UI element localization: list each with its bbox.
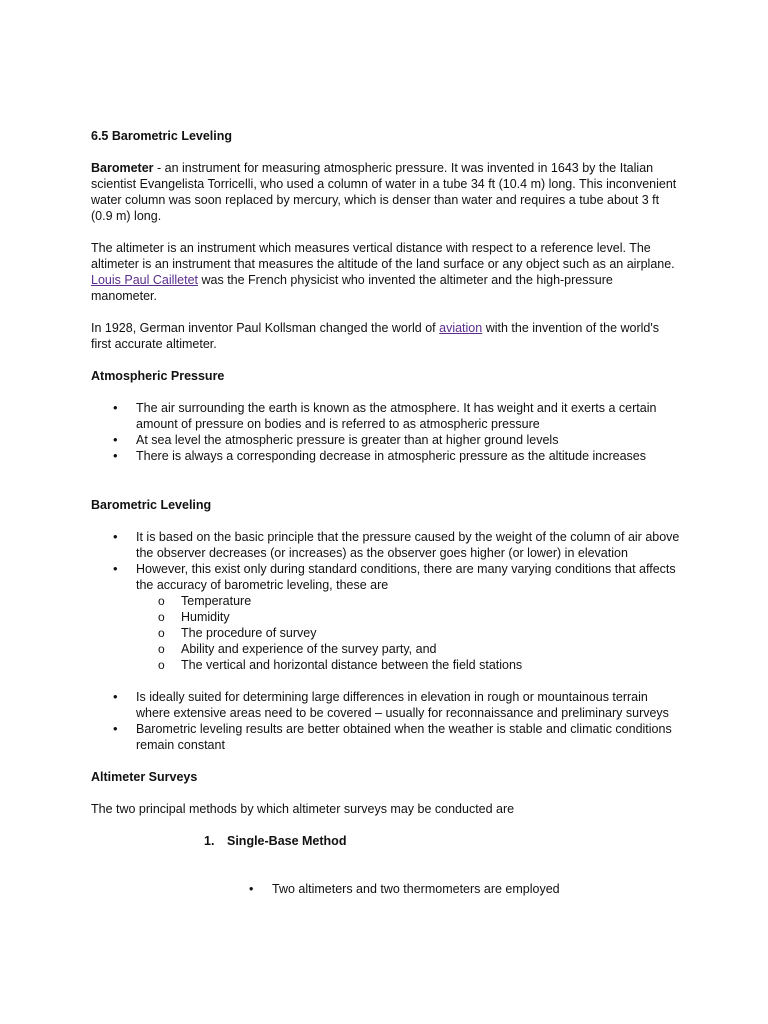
- list-item: • The air surrounding the earth is known as the atmosphere. It has weight and it exerts a certain amount of pressure on bodies and is referred to as atmospheric pressure: [91, 400, 681, 432]
- method-item: [182, 833, 768, 849]
- kollsman-text-2: with the invention of the world's first accurate altimeter.: [91, 321, 660, 351]
- condition-item: o The procedure of survey: [91, 625, 681, 641]
- condition-item: o The vertical and horizontal distance between the field stations: [91, 657, 681, 673]
- aviation-link[interactable]: aviation: [439, 321, 483, 335]
- barometer-term: Barometer: [91, 161, 154, 175]
- atmospheric-list: [91, 400, 681, 464]
- list-item: • Barometric leveling results are better obtained when the weather is stable and climatic conditions remain constant: [91, 721, 681, 753]
- list-item: • Is ideally suited for determining large differences in elevation in rough or mountainous terrain where extensive areas need to be covered – usually for reconnaissance and preliminary surveys: [91, 689, 681, 721]
- barometric-heading: Barometric Leveling: [91, 498, 212, 512]
- condition-item: o Temperature: [91, 593, 681, 609]
- barometric-list-container: [91, 529, 681, 673]
- atmospheric-heading: Atmospheric Pressure: [91, 369, 225, 383]
- method-title: Single-Base Method: [227, 834, 347, 848]
- list-item: • It is based on the basic principle that the pressure caused by the weight of the column of air above the observer decreases (or increases) as the observer goes higher (or lower) in elevation: [91, 529, 681, 561]
- kollsman-text-1: In 1928, German inventor Paul Kollsman changed the world of: [91, 321, 440, 335]
- barometer-text: - an instrument for measuring atmospheric pressure. It was invented in 1643 by the Italian scientist Evangelista Torricelli, who used a column of water in a tube 34 ft (10.4 m) long. This inconvenient water column was soon replaced by mercury, which is denser than water and requires a tube about 3 ft (0.9 m) long.: [91, 161, 677, 223]
- barometric-list-a: [91, 529, 681, 673]
- section-title: 6.5 Barometric Leveling: [91, 129, 233, 143]
- barometer-paragraph: [91, 160, 681, 224]
- conditions-list: [91, 593, 681, 673]
- list-item: [91, 561, 681, 673]
- kollsman-paragraph: [91, 320, 681, 352]
- list-item: • There is always a corresponding decrease in atmospheric pressure as the altitude increases: [91, 448, 681, 464]
- method-number: 1.: [204, 834, 215, 848]
- cailletet-link[interactable]: Louis Paul Cailletet: [91, 273, 199, 287]
- barometric-list-b: [91, 689, 681, 753]
- altimeter-surveys-intro: The two principal methods by which altimeter surveys may be conducted are: [91, 802, 515, 816]
- condition-item: o Humidity: [91, 609, 681, 625]
- condition-item: o Ability and experience of the survey party, and: [91, 641, 681, 657]
- altimeter-text-1: The altimeter is an instrument which measures vertical distance with respect to a reference level. The altimeter is an instrument that measures the altitude of the land surface or any object such as an airplane.: [91, 241, 675, 271]
- method-bullet: • Two altimeters and two thermometers are employed: [182, 881, 768, 897]
- list-item-text: However, this exist only during standard conditions, there are many varying conditions that affects the accuracy of barometric leveling, these are: [136, 562, 676, 592]
- list-item: • At sea level the atmospheric pressure is greater than at higher ground levels: [91, 432, 681, 448]
- altimeter-surveys-heading: Altimeter Surveys: [91, 770, 198, 784]
- altimeter-text-2: was the French physicist who invented the altimeter and the high-pressure manometer.: [91, 273, 613, 303]
- altimeter-paragraph: [91, 240, 681, 304]
